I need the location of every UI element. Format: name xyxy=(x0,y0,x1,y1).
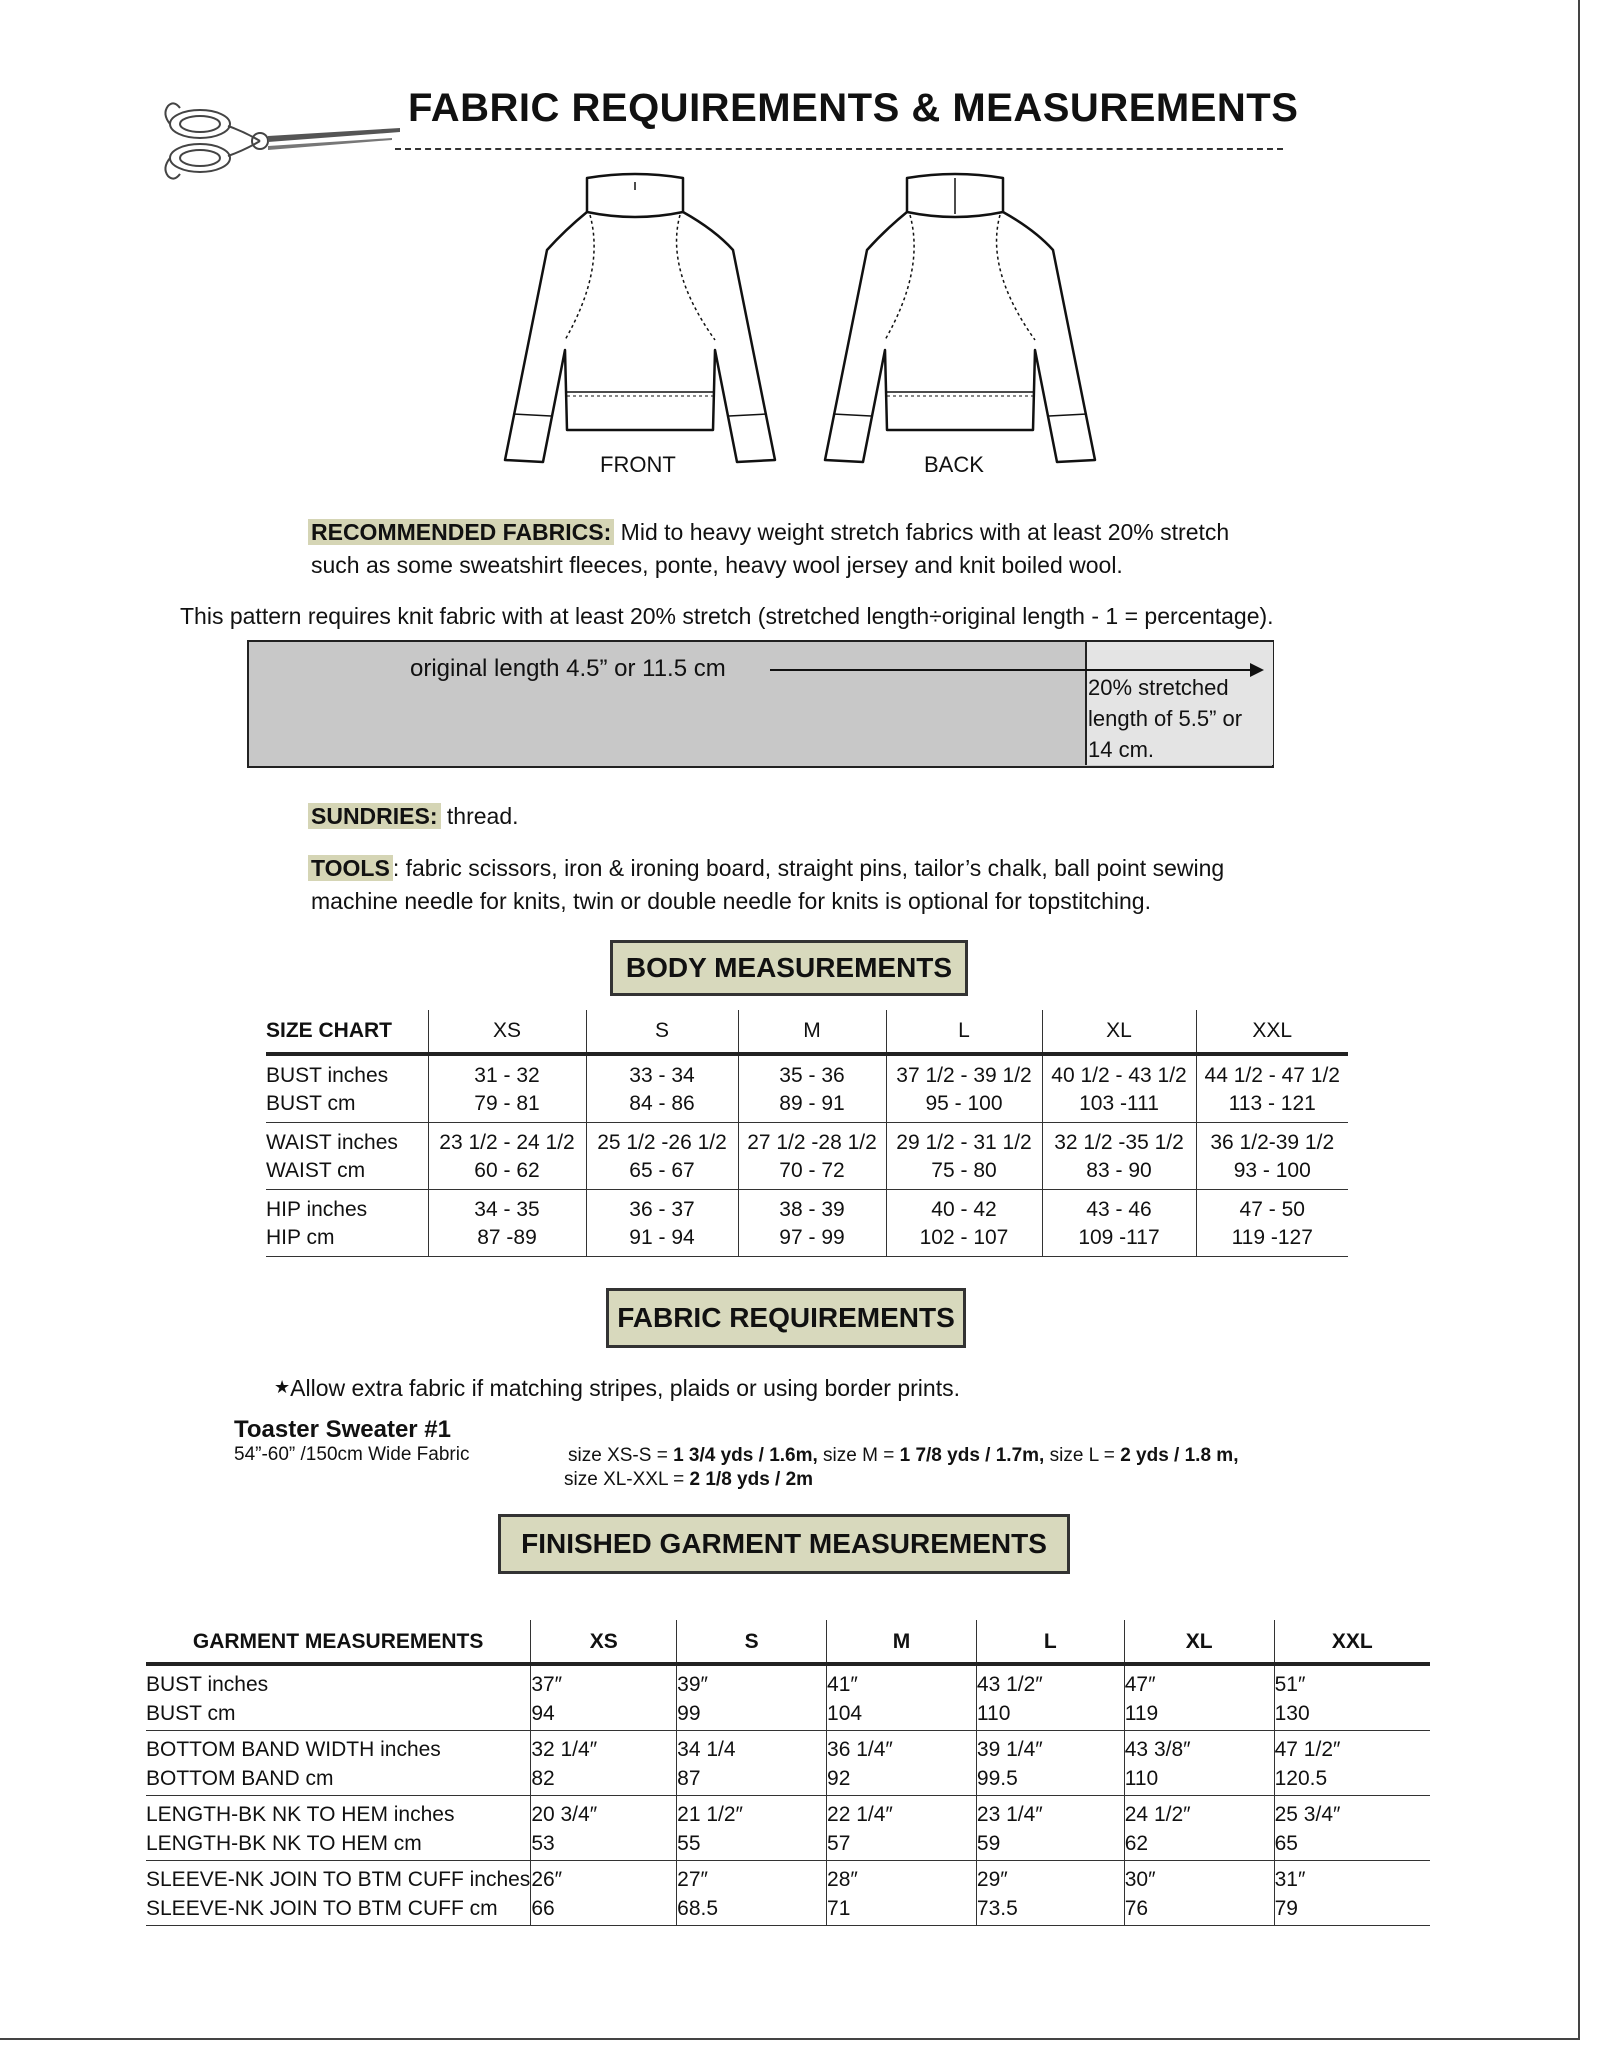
scissors-icon xyxy=(160,92,410,182)
table-cell xyxy=(886,1054,1042,1123)
cell-cm: 113 - 121 xyxy=(1228,1092,1316,1115)
stretched-line3: 14 cm. xyxy=(1088,737,1155,762)
size-header: XXL xyxy=(1196,1010,1348,1054)
title-divider xyxy=(395,148,1283,150)
row-label xyxy=(146,1664,531,1731)
fabric-note-text: Allow extra fabric if matching stripes, plaids or using border prints. xyxy=(290,1375,960,1401)
table-cell xyxy=(738,1054,886,1123)
row-label-cm: HIP cm xyxy=(266,1226,335,1249)
cell-cm: 87 xyxy=(677,1767,701,1790)
table-cell xyxy=(1274,1731,1430,1796)
table-cell xyxy=(1124,1731,1274,1796)
table-header-row xyxy=(266,1010,1348,1054)
cell-inches: 36 1/2-39 1/2 xyxy=(1210,1131,1335,1154)
body-measurements-table xyxy=(266,1010,1348,1257)
back-sweater-illustration xyxy=(815,170,1105,470)
table-cell xyxy=(1124,1664,1274,1731)
table-cell xyxy=(976,1731,1124,1796)
table-cell xyxy=(531,1861,677,1926)
table-row xyxy=(266,1190,1348,1257)
table-row xyxy=(266,1054,1348,1123)
row-label-cm: BOTTOM BAND cm xyxy=(146,1767,334,1790)
front-label: FRONT xyxy=(600,452,676,477)
table-cell xyxy=(428,1054,586,1123)
cell-inches: 21 1/2″ xyxy=(677,1803,743,1826)
stretch-note: This pattern requires knit fabric with at least 20% stretch (stretched length÷original length - 1 = percentage). xyxy=(180,603,1274,629)
cell-cm: 104 xyxy=(827,1702,863,1725)
cell-cm: 73.5 xyxy=(976,1897,1018,1920)
table-cell xyxy=(1042,1123,1196,1190)
cell-cm: 57 xyxy=(827,1832,851,1855)
cell-cm: 75 - 80 xyxy=(931,1159,997,1182)
cell-cm: 76 xyxy=(1124,1897,1149,1920)
size-chart-corner: SIZE CHART xyxy=(266,1010,428,1054)
cell-inches: 38 - 39 xyxy=(779,1198,845,1221)
cell-inches: 32 1/4″ xyxy=(531,1738,598,1761)
table-row xyxy=(146,1796,1430,1861)
cell-cm: 87 -89 xyxy=(477,1226,537,1249)
cell-inches: 33 - 34 xyxy=(629,1064,695,1087)
fabric-note xyxy=(274,1372,960,1407)
cell-cm: 130 xyxy=(1274,1702,1310,1725)
cell-inches: 40 - 42 xyxy=(931,1198,997,1221)
cell-inches: 36 - 37 xyxy=(629,1198,695,1221)
cell-inches: 43 1/2″ xyxy=(976,1673,1043,1696)
table-cell xyxy=(738,1123,886,1190)
size-header: S xyxy=(586,1010,738,1054)
table-cell xyxy=(531,1664,677,1731)
cell-inches: 29 1/2 - 31 1/2 xyxy=(896,1131,1032,1154)
cell-inches: 41″ xyxy=(827,1673,858,1696)
row-label-inches: SLEEVE-NK JOIN TO BTM CUFF inches xyxy=(146,1868,531,1891)
yardage-value-l: 2 yds / 1.8 m, xyxy=(1120,1445,1239,1466)
table-cell xyxy=(586,1190,738,1257)
sundries-text: thread. xyxy=(446,803,519,829)
cell-cm: 110 xyxy=(976,1702,1011,1725)
cell-inches: 27 1/2 -28 1/2 xyxy=(747,1131,877,1154)
size-header: XS xyxy=(531,1620,677,1664)
table-header-row xyxy=(146,1620,1430,1664)
cell-cm: 110 xyxy=(1124,1767,1159,1790)
cell-cm: 102 - 107 xyxy=(919,1226,1009,1249)
cell-inches: 44 1/2 - 47 1/2 xyxy=(1204,1064,1340,1087)
size-header: M xyxy=(827,1620,977,1664)
table-row xyxy=(146,1861,1430,1926)
original-length-label: original length 4.5” or 11.5 cm xyxy=(410,655,726,682)
cell-inches: 39″ xyxy=(677,1673,708,1696)
recommended-fabrics xyxy=(308,516,1408,582)
row-label-cm: LENGTH-BK NK TO HEM cm xyxy=(146,1832,422,1855)
cell-inches: 40 1/2 - 43 1/2 xyxy=(1051,1064,1187,1087)
cell-cm: 99.5 xyxy=(976,1767,1018,1790)
yardage-size-l: size L = xyxy=(1044,1445,1121,1466)
recommended-line2: such as some sweatshirt fleeces, ponte, heavy wool jersey and knit boiled wool. xyxy=(311,552,1123,578)
cell-inches: 35 - 36 xyxy=(779,1064,845,1087)
table-cell xyxy=(827,1796,977,1861)
cell-inches: 34 - 35 xyxy=(474,1198,540,1221)
yardage-size-xl-xxl: size XL-XXL = xyxy=(564,1469,690,1490)
size-header: L xyxy=(886,1010,1042,1054)
yardage-value-m: 1 7/8 yds / 1.7m, xyxy=(899,1445,1045,1466)
sundries-label-text: SUNDRIES xyxy=(311,803,430,829)
garment-measurements-heading: FINISHED GARMENT MEASUREMENTS xyxy=(498,1514,1070,1574)
row-label-inches: WAIST inches xyxy=(266,1131,398,1154)
yardage-size-xs-s: size XS-S = xyxy=(568,1445,674,1466)
star-icon: ★ xyxy=(274,1377,291,1397)
yardage-size-m: size M = xyxy=(817,1445,900,1466)
row-label-inches: LENGTH-BK NK TO HEM inches xyxy=(146,1803,455,1826)
table-row xyxy=(146,1664,1430,1731)
back-label: BACK xyxy=(924,452,984,477)
row-label xyxy=(146,1861,531,1926)
cell-inches: 39 1/4″ xyxy=(976,1738,1043,1761)
row-label-cm: BUST cm xyxy=(266,1092,356,1115)
size-header: XL xyxy=(1124,1620,1274,1664)
cell-inches: 37″ xyxy=(531,1673,563,1696)
cell-cm: 68.5 xyxy=(677,1897,719,1920)
table-cell xyxy=(1196,1054,1348,1123)
table-cell xyxy=(827,1731,977,1796)
cell-inches: 43 - 46 xyxy=(1086,1198,1152,1221)
cell-cm: 71 xyxy=(827,1897,851,1920)
garment-measurements-corner: GARMENT MEASUREMENTS xyxy=(146,1620,531,1664)
row-label-inches: BOTTOM BAND WIDTH inches xyxy=(146,1738,441,1761)
cell-cm: 93 - 100 xyxy=(1233,1159,1311,1182)
cell-inches: 25 3/4″ xyxy=(1274,1803,1341,1826)
table-row xyxy=(146,1731,1430,1796)
row-label-cm: BUST cm xyxy=(146,1702,236,1725)
cell-inches: 23 1/4″ xyxy=(976,1803,1043,1826)
tools-label: TOOLS xyxy=(308,855,393,881)
sundries xyxy=(308,800,519,833)
recommended-label: RECOMMENDED FABRICS: xyxy=(308,519,614,545)
table-cell xyxy=(677,1664,827,1731)
cell-cm: 91 - 94 xyxy=(629,1226,695,1249)
cell-inches: 31″ xyxy=(1274,1868,1306,1891)
cell-cm: 53 xyxy=(531,1832,555,1855)
cell-inches: 37 1/2 - 39 1/2 xyxy=(896,1064,1032,1087)
table-cell xyxy=(677,1861,827,1926)
row-label xyxy=(266,1123,428,1190)
cell-cm: 97 - 99 xyxy=(779,1226,845,1249)
table-cell xyxy=(1124,1796,1274,1861)
table-cell xyxy=(1274,1796,1430,1861)
tools xyxy=(308,852,1408,918)
cell-inches: 20 3/4″ xyxy=(531,1803,598,1826)
sundries-colon: : xyxy=(429,803,438,829)
stretched-length-label xyxy=(1088,672,1242,765)
size-header: M xyxy=(738,1010,886,1054)
recommended-line1: Mid to heavy weight stretch fabrics with at least 20% stretch xyxy=(620,519,1230,545)
yardage-value-xs-s: 1 3/4 yds / 1.6m, xyxy=(673,1445,818,1466)
cell-cm: 103 -111 xyxy=(1079,1092,1159,1115)
size-header: XS xyxy=(428,1010,586,1054)
stretched-line2: length of 5.5” or xyxy=(1088,706,1243,731)
row-label xyxy=(146,1796,531,1861)
size-header: XXL xyxy=(1274,1620,1430,1664)
cell-inches: 22 1/4″ xyxy=(827,1803,893,1826)
size-header: S xyxy=(677,1620,827,1664)
cell-inches: 23 1/2 - 24 1/2 xyxy=(439,1131,575,1154)
cell-inches: 25 1/2 -26 1/2 xyxy=(597,1131,727,1154)
table-cell xyxy=(1124,1861,1274,1926)
cell-cm: 109 -117 xyxy=(1078,1226,1160,1249)
table-cell xyxy=(428,1190,586,1257)
cell-inches: 30″ xyxy=(1124,1868,1156,1891)
cell-inches: 47 1/2″ xyxy=(1274,1738,1341,1761)
cell-cm: 82 xyxy=(531,1767,555,1790)
table-row xyxy=(266,1123,1348,1190)
table-cell xyxy=(738,1190,886,1257)
cell-cm: 119 xyxy=(1124,1702,1159,1725)
table-cell xyxy=(827,1861,977,1926)
table-cell xyxy=(1042,1054,1196,1123)
cell-inches: 32 1/2 -35 1/2 xyxy=(1054,1131,1184,1154)
table-cell xyxy=(976,1796,1124,1861)
row-label-inches: BUST inches xyxy=(146,1673,269,1696)
cell-cm: 92 xyxy=(827,1767,851,1790)
row-label-inches: BUST inches xyxy=(266,1064,389,1087)
table-cell xyxy=(531,1731,677,1796)
cell-inches: 36 1/4″ xyxy=(827,1738,893,1761)
table-cell xyxy=(677,1731,827,1796)
cell-inches: 34 1/4 xyxy=(677,1738,736,1761)
row-label-cm: WAIST cm xyxy=(266,1159,366,1182)
table-cell xyxy=(586,1054,738,1123)
cell-inches: 47″ xyxy=(1124,1673,1156,1696)
yardage-info xyxy=(564,1444,1239,1492)
cell-cm: 84 - 86 xyxy=(629,1092,695,1115)
table-cell xyxy=(1274,1664,1430,1731)
table-cell xyxy=(1196,1123,1348,1190)
cell-cm: 65 xyxy=(1274,1832,1298,1855)
cell-cm: 62 xyxy=(1124,1832,1149,1855)
cell-inches: 47 - 50 xyxy=(1239,1198,1305,1221)
yardage-value-xl-xxl: 2 1/8 yds / 2m xyxy=(689,1469,814,1490)
row-label xyxy=(266,1054,428,1123)
yardage-line2 xyxy=(564,1468,1238,1492)
fabric-requirements-heading: FABRIC REQUIREMENTS xyxy=(606,1288,966,1348)
page-title: FABRIC REQUIREMENTS & MEASUREMENTS xyxy=(408,86,1299,130)
row-label xyxy=(146,1731,531,1796)
body-measurements-heading: BODY MEASUREMENTS xyxy=(610,940,968,996)
cell-cm: 120.5 xyxy=(1274,1767,1328,1790)
cell-inches: 28″ xyxy=(827,1868,858,1891)
garment-measurements-table xyxy=(146,1620,1430,1926)
size-header: L xyxy=(976,1620,1124,1664)
sundries-label xyxy=(308,803,441,829)
size-header: XL xyxy=(1042,1010,1196,1054)
table-cell xyxy=(1042,1190,1196,1257)
table-cell xyxy=(1196,1190,1348,1257)
front-sweater-illustration xyxy=(495,170,785,470)
table-cell xyxy=(1274,1861,1430,1926)
table-cell xyxy=(428,1123,586,1190)
cell-cm: 79 - 81 xyxy=(474,1092,540,1115)
cell-cm: 66 xyxy=(531,1897,555,1920)
cell-cm: 89 - 91 xyxy=(779,1092,845,1115)
cell-cm: 59 xyxy=(976,1832,1001,1855)
cell-cm: 65 - 67 xyxy=(629,1159,695,1182)
table-cell xyxy=(886,1123,1042,1190)
fabric-width: 54”-60” /150cm Wide Fabric xyxy=(234,1444,470,1465)
cell-cm: 99 xyxy=(677,1702,701,1725)
cell-inches: 51″ xyxy=(1274,1673,1306,1696)
stretched-line1: 20% stretched xyxy=(1088,675,1229,700)
row-label-cm: SLEEVE-NK JOIN TO BTM CUFF cm xyxy=(146,1897,498,1920)
table-cell xyxy=(586,1123,738,1190)
row-label xyxy=(266,1190,428,1257)
cell-inches: 26″ xyxy=(531,1868,563,1891)
cell-cm: 60 - 62 xyxy=(474,1159,540,1182)
table-cell xyxy=(827,1664,977,1731)
table-cell xyxy=(531,1796,677,1861)
cell-inches: 24 1/2″ xyxy=(1124,1803,1191,1826)
cell-inches: 43 3/8″ xyxy=(1124,1738,1191,1761)
yardage-line1 xyxy=(568,1444,1238,1468)
table-cell xyxy=(886,1190,1042,1257)
table-cell xyxy=(677,1796,827,1861)
cell-cm: 55 xyxy=(677,1832,701,1855)
cell-inches: 27″ xyxy=(677,1868,708,1891)
cell-cm: 94 xyxy=(531,1702,555,1725)
tools-line2: machine needle for knits, twin or double needle for knits is optional for topstitching. xyxy=(311,888,1151,914)
cell-cm: 119 -127 xyxy=(1231,1226,1313,1249)
cell-cm: 83 - 90 xyxy=(1086,1159,1152,1182)
cell-cm: 79 xyxy=(1274,1897,1298,1920)
item-title: Toaster Sweater #1 xyxy=(234,1416,451,1443)
cell-cm: 70 - 72 xyxy=(779,1159,845,1182)
cell-inches: 31 - 32 xyxy=(474,1064,540,1087)
table-cell xyxy=(976,1861,1124,1926)
tools-line1: : fabric scissors, iron & ironing board, straight pins, tailor’s chalk, ball point sewing xyxy=(392,855,1225,881)
cell-inches: 29″ xyxy=(976,1868,1008,1891)
cell-cm: 95 - 100 xyxy=(925,1092,1003,1115)
table-cell xyxy=(976,1664,1124,1731)
row-label-inches: HIP inches xyxy=(266,1198,368,1221)
